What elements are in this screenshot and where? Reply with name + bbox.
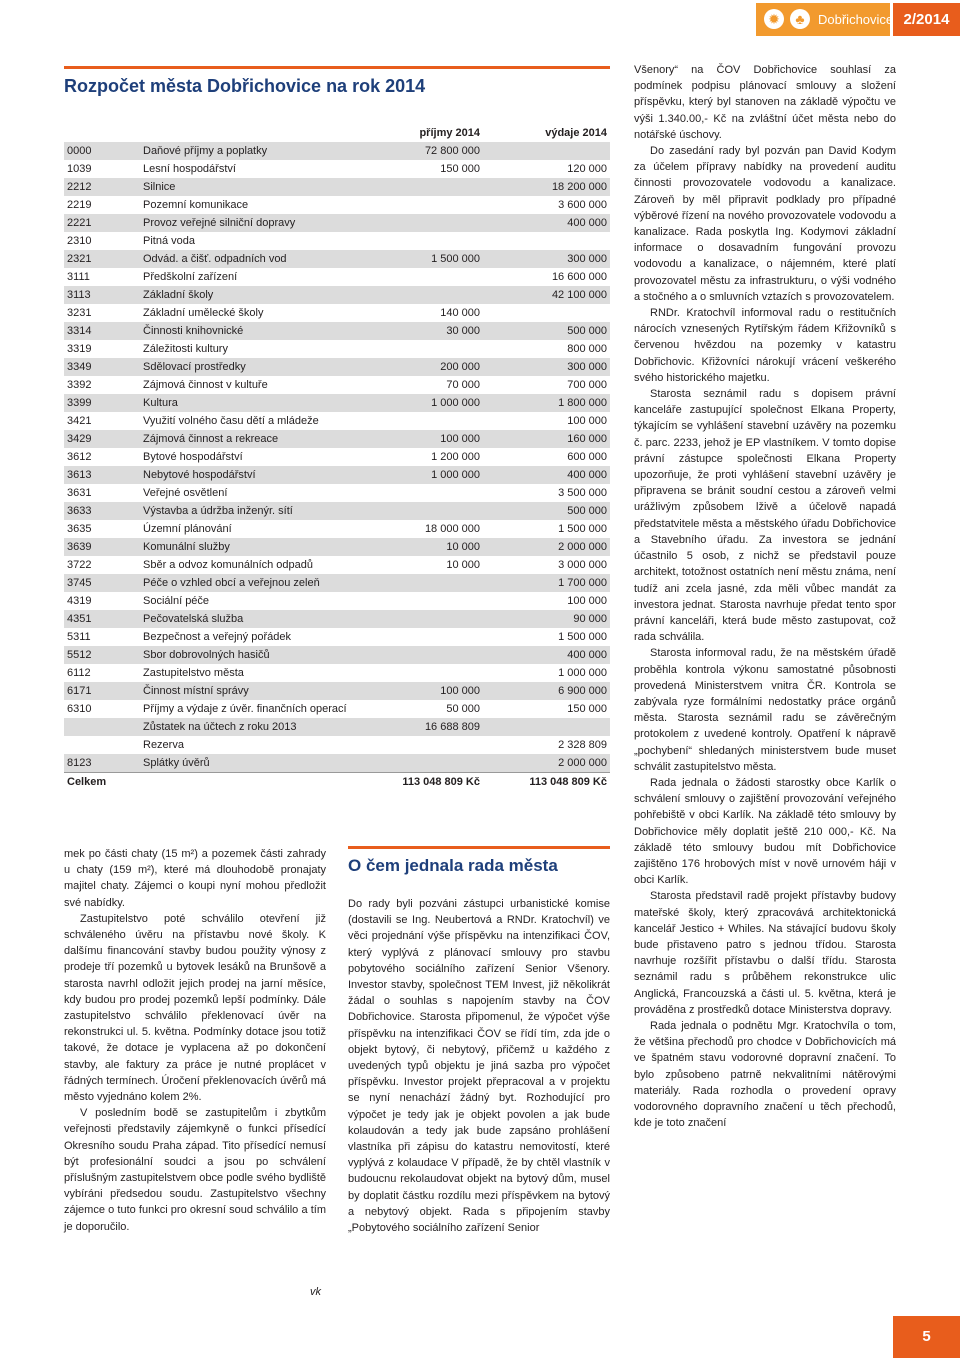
table-row (64, 538, 610, 556)
cell-name: Zastupitelstvo města (143, 667, 244, 679)
cell-name: Pozemní komunikace (143, 199, 249, 211)
table-row (64, 592, 610, 610)
table-row (64, 430, 610, 448)
cell-name: Provoz veřejné silniční dopravy (140, 214, 356, 232)
table-row (64, 646, 610, 664)
cell-income: 1 000 000 (356, 394, 483, 412)
cell-expense: 3 600 000 (558, 199, 607, 211)
cell-expense: 100 000 (567, 415, 607, 427)
cell-expense: 2 000 000 (483, 538, 610, 556)
cell-income: 70 000 (446, 379, 480, 391)
cell-name: Odvád. a čišť. odpadních vod (140, 250, 356, 268)
cell-income (356, 232, 483, 250)
table-row (64, 574, 610, 592)
table-row (64, 268, 610, 286)
table-row (64, 484, 610, 502)
author-signature: vk (310, 1286, 321, 1298)
cell-code: 3631 (67, 487, 92, 499)
issue-number: 2/2014 (893, 3, 960, 36)
cell-code: 2321 (64, 250, 140, 268)
cell-code: 3722 (67, 559, 92, 571)
right-column (634, 62, 896, 1131)
cell-expense: 42 100 000 (483, 286, 610, 304)
cell-income (356, 484, 483, 502)
cell-income: 16 688 809 (356, 718, 483, 736)
cell-name: Péče o vzhled obcí a veřejnou zeleň (140, 574, 356, 592)
cell-code: 4351 (64, 610, 140, 628)
cell-expense (483, 232, 610, 250)
cell-expense: 6 900 000 (483, 682, 610, 700)
cell-income: 140 000 (440, 307, 480, 319)
table-row (64, 412, 610, 430)
table-row (64, 286, 610, 304)
cell-income: 10 000 (356, 538, 483, 556)
cell-expense: 300 000 (483, 250, 610, 268)
page-number: 5 (893, 1316, 960, 1358)
cell-code: 3612 (67, 451, 92, 463)
cell-code: 3392 (67, 379, 92, 391)
cell-code: 3314 (64, 322, 140, 340)
cell-expense: 400 000 (483, 466, 610, 484)
cell-code: 2212 (64, 178, 140, 196)
cell-income (356, 502, 483, 520)
cell-expense: 1 500 000 (558, 631, 607, 643)
paragraph: V posledním bodě se zastupitelům i zbytkům veřejnosti představily zájemkyně o funkci přísedící Okresního soudu Praha západ. Tito přísedící nemusí být profesionální soudci a jsou po schválení příslušným zastupitelstvem obce podle svého bydliště vybíráni předsedou soudu. Zastupitelstvo všechny zájemce o tuto funkci pro okresní soud schválilo a tím je doporučilo. (64, 1107, 326, 1233)
cell-name: Rezerva (143, 739, 184, 751)
cell-expense: 1 500 000 (558, 523, 607, 535)
cell-code: 3633 (64, 502, 140, 520)
cell-income (356, 196, 483, 214)
cell-income (356, 574, 483, 592)
cell-expense: 90 000 (483, 610, 610, 628)
cell-expense: 600 000 (567, 451, 607, 463)
cell-expense: 500 000 (483, 322, 610, 340)
cell-expense: 120 000 (567, 163, 607, 175)
table-row (64, 232, 610, 250)
cell-income (356, 754, 483, 773)
table-header-row (64, 124, 610, 142)
cell-code: 3399 (64, 394, 140, 412)
cell-name: Pitná voda (143, 235, 195, 247)
cell-income (356, 646, 483, 664)
cell-code: 4319 (67, 595, 92, 607)
cell-code: 5512 (64, 646, 140, 664)
table-row (64, 196, 610, 214)
cell-expense (483, 142, 610, 160)
cell-code: 6171 (64, 682, 140, 700)
paragraph: Všenory“ na ČOV Dobřichovice souhlasí za podmínek podpisu plánovací smlouvy a složení příspěvku, který byl stanoven na základě výpočtu ve výši 1.340.00,- Kč na zvláštní účet města nebo do notářské úschovy. (634, 64, 896, 141)
table-row (64, 736, 610, 754)
section-rule (348, 846, 610, 849)
paragraph: Rada jednala o žádosti starostky obce Karlík o schválení smlouvy o zajištění provozování veřejného pohřebiště v obci Karlík. Na základě této smlouvy by Dobřichovice měly doplatit ještě 210 000,- Kč. Na základě této smlouvy budou mít Dobřichovice zajištěno 176 hrobových míst v nově urnovém háji v obci Karlík. (634, 776, 896, 887)
cell-income: 200 000 (356, 358, 483, 376)
cell-code: 3421 (67, 415, 92, 427)
cell-code: 3349 (64, 358, 140, 376)
cell-name: Splátky úvěrů (140, 754, 356, 773)
cell-expense: 400 000 (483, 646, 610, 664)
cell-name: Záležitosti kultury (143, 343, 228, 355)
cell-name: Využití volného času dětí a mládeže (143, 415, 319, 427)
cell-name: Nebytové hospodářství (140, 466, 356, 484)
cell-income (356, 286, 483, 304)
cell-code: 3111 (67, 271, 90, 283)
total-expense: 113 048 809 Kč (483, 773, 610, 792)
table-row (64, 214, 610, 232)
paragraph: mek po části chaty (15 m²) a pozemek části zahrady u chaty (159 m²), které má dlouhodobě pronajaty majitel chaty. Zájemci o koupi nyní mohou předložit své nabídky. (64, 848, 326, 909)
table-row (64, 502, 610, 520)
cell-name: Veřejné osvětlení (143, 487, 228, 499)
cell-expense: 500 000 (483, 502, 610, 520)
cell-expense: 3 000 000 (558, 559, 607, 571)
budget-table (64, 124, 610, 791)
cell-code: 3745 (64, 574, 140, 592)
article-title: Rozpočet města Dobřichovice na rok 2014 (64, 76, 426, 96)
sun-icon: ✹ (764, 9, 784, 29)
table-row (64, 556, 610, 574)
table-row (64, 754, 610, 773)
table-row (64, 322, 610, 340)
cell-name: Sbor dobrovolných hasičů (140, 646, 356, 664)
table-row (64, 394, 610, 412)
cell-code: 3231 (67, 307, 92, 319)
cell-code: 8123 (64, 754, 140, 773)
cell-income: 100 000 (356, 430, 483, 448)
middle-column (348, 896, 610, 1236)
cell-income (356, 268, 483, 286)
cell-expense: 1 000 000 (558, 667, 607, 679)
cell-expense (483, 304, 610, 322)
cell-name: Základní umělecké školy (143, 307, 264, 319)
cell-expense: 700 000 (567, 379, 607, 391)
cell-code (64, 718, 140, 736)
cell-expense: 2 328 809 (558, 739, 607, 751)
paragraph: Rada jednala o podnětu Mgr. Kratochvíla o tom, že většina přechodů pro chodce v Dobřichovicích má ve špatném stavu vodorovné dopravní značení. To bylo způsobeno patrně nekvalitními nátěrovými materiály. Rada rozhodla o provedení opravy vodorovného dopravního značení u těch přechodů, kde je toto značení (634, 1019, 896, 1130)
cell-code: 6310 (67, 703, 92, 715)
expense-header: výdaje 2014 (545, 127, 607, 139)
cell-code: 2310 (67, 235, 92, 247)
cell-expense: 150 000 (567, 703, 607, 715)
cell-name: Výstavba a údržba inženýr. sítí (140, 502, 356, 520)
tree-icon: ♣ (790, 9, 810, 29)
cell-name: Činnosti knihovnické (140, 322, 356, 340)
cell-name: Zájmová činnost v kultuře (143, 379, 268, 391)
cell-income: 1 000 000 (356, 466, 483, 484)
cell-code (64, 736, 140, 754)
table-row (64, 376, 610, 394)
cell-income: 50 000 (446, 703, 480, 715)
cell-income: 1 200 000 (431, 451, 480, 463)
table-row (64, 700, 610, 718)
cell-code: 3429 (64, 430, 140, 448)
cell-name: Daňové příjmy a poplatky (140, 142, 356, 160)
cell-income (356, 340, 483, 358)
cell-name: Zůstatek na účtech z roku 2013 (140, 718, 356, 736)
cell-income: 10 000 (446, 559, 480, 571)
cell-expense: 800 000 (567, 343, 607, 355)
cell-name: Komunální služby (140, 538, 356, 556)
table-row (64, 358, 610, 376)
cell-expense: 2 000 000 (483, 754, 610, 773)
cell-name: Sociální péče (143, 595, 210, 607)
brand-box (756, 3, 894, 36)
cell-name: Činnost místní správy (140, 682, 356, 700)
title-rule (64, 66, 610, 69)
cell-income (356, 178, 483, 196)
cell-expense: 16 600 000 (551, 271, 607, 283)
cell-expense: 160 000 (483, 430, 610, 448)
cell-name: Příjmy a výdaje z úvěr. finančních operací (143, 703, 347, 715)
table-row (64, 142, 610, 160)
cell-code: 2219 (67, 199, 92, 211)
cell-expense: 300 000 (483, 358, 610, 376)
income-header: příjmy 2014 (419, 127, 480, 139)
table-row (64, 340, 610, 358)
cell-income: 72 800 000 (356, 142, 483, 160)
paragraph: Do rady byli pozváni zástupci urbanistické komise (dostavili se Ing. Neubertová a RNDr. Kratochvíl) ve věci projednání výše příspěvku na intenzifikaci ČOV, který vyplývá z plánovací smlouvy pro stavbu pobytového sociálního zařízení Senior Všenory. Investor stavby, společnost TEM Invest, již několikrát žádal o souhlas s napojením stavby na ČOV Dobřichovice. Starosta připomenul, že výpočet výše příspěvku na intenzifikaci ČOV se řídí tím, zda jde o objekt bytový, či nebytový, přičemž u každého z uvedených typů objektu je jiná sazba pro výpočet příspěvku. Investor projekt přepracoval a v projektu se nyní nenachází žádný byt. Rozhodující pro výpočet je tedy jak je objekt povolen a jak bude kolaudován a tedy jak bude zapsáno prohlášení vlastníka při zápisu do katastru nemovitostí, které vyplývá z kolaudace V případě, že by chtěl vlastník v budoucnu rekolaudovat objekt na bytový dům, musel by doplatit částku rozdílu mezi příspěvkem na bytový a nebytový objekt. Rada s připojením stavby „Pobytového sociálního zařízení Senior (348, 898, 610, 1235)
paragraph: Do zasedání rady byl pozván pan David Kodym za účelem přípravy nabídky na provedení auditu činnosti provozovatele vodovodu a kanalizace. Zároveň by měl připravit podklady pro případné výběrové řízení na nového provozovatele vodovodu a kanalizace. Rada poskytla Ing. Kodymovi základní informace o dosavadním fungování provozu vodovodu a kanalizace, o nájemném, které platí provozovatel městu za infrastrukturu, o výši vodného a stočného a o smluvních vztazích s provozovatelem. (634, 145, 896, 303)
table-row (64, 448, 610, 466)
table-row (64, 664, 610, 682)
table-row (64, 682, 610, 700)
cell-code: 6112 (67, 667, 91, 679)
total-income: 113 048 809 Kč (356, 773, 483, 792)
cell-code: 5311 (67, 631, 91, 643)
cell-expense: 18 200 000 (483, 178, 610, 196)
section-title: O čem jednala rada města (348, 856, 558, 875)
cell-income: 150 000 (440, 163, 480, 175)
table-row (64, 466, 610, 484)
table-row (64, 520, 610, 538)
cell-expense: 400 000 (483, 214, 610, 232)
paragraph: Starosta představil radě projekt přístavby budovy mateřské školy, který zpracovává architektonická kancelář Jestico + Whiles. Na stávající budovu školy bude přistaveno patro s jednou třídou. Starosta navrhuje rozšířit přístavbu o další třídu. Starosta seznámil radu s průběhem rekonstrukce ulic Anglická, Francouzská a části ul. 5. května, která je prováděna z prostředků dotace Ministerstva dopravy. (634, 890, 896, 1016)
cell-name: Bezpečnost a veřejný pořádek (143, 631, 291, 643)
budget-rows (64, 142, 610, 773)
cell-income: 30 000 (356, 322, 483, 340)
cell-income (356, 592, 483, 610)
cell-expense: 1 700 000 (483, 574, 610, 592)
cell-name: Kultura (140, 394, 356, 412)
cell-income: 18 000 000 (424, 523, 480, 535)
paragraph: RNDr. Kratochvíl informoval radu o restitučních nárocích vznesených Rytířským řádem Křižovníků s červenou hvězdou na pozemky v katastru Dobřichovic. Křižovníci nárokují vrácení veškerého svého historického majetku. (634, 307, 896, 384)
cell-code: 3319 (67, 343, 92, 355)
cell-income (356, 610, 483, 628)
cell-income (356, 214, 483, 232)
cell-code: 2221 (64, 214, 140, 232)
cell-expense (483, 718, 610, 736)
cell-name: Sdělovací prostředky (140, 358, 356, 376)
table-row (64, 718, 610, 736)
total-row (64, 773, 610, 792)
total-label: Celkem (64, 773, 140, 792)
cell-name: Lesní hospodářství (143, 163, 236, 175)
cell-expense: 3 500 000 (558, 487, 607, 499)
page-header (0, 0, 960, 38)
cell-income (356, 664, 483, 682)
cell-expense: 100 000 (567, 595, 607, 607)
cell-income: 1 500 000 (356, 250, 483, 268)
cell-income (356, 628, 483, 646)
cell-expense: 1 800 000 (483, 394, 610, 412)
cell-name: Sběr a odvoz komunálních odpadů (143, 559, 314, 571)
table-row (64, 304, 610, 322)
table-row (64, 628, 610, 646)
cell-name: Zájmová činnost a rekreace (140, 430, 356, 448)
table-row (64, 160, 610, 178)
cell-name: Základní školy (140, 286, 356, 304)
table-row (64, 610, 610, 628)
paragraph: Starosta informoval radu, že na městském úřadě proběhla kontrola výkonu samostatné působnosti provedená Ministerstvem vnitra ČR. Kontrola se zabývala ryze formálními nedostatky práce orgánů města. Starosta seznámil radu se závěrečným protokolem z uvedené kontroly. Opatření k nápravě „pochybení“ shledaných ministerstvem bude muset schválit zastupitelstvo města. (634, 647, 896, 773)
cell-name: Silnice (140, 178, 356, 196)
cell-code: 3113 (64, 286, 140, 304)
cell-code: 1039 (67, 163, 92, 175)
cell-name: Bytové hospodářství (143, 451, 243, 463)
cell-name: Územní plánování (143, 523, 232, 535)
cell-income: 100 000 (356, 682, 483, 700)
paragraph: Starosta seznámil radu s dopisem právní kanceláře zastupující společnost Elkana Property, týkajícím se vyhlášení stavební uzávěry na pozemku č. parc. 2233, jehož je EP vlastníkem. V tomto dopise právní zástupce společnosti Elkana Property upozorňuje, že proti vyhlášení stavební uzávěry je připravena se bránit soudní cestou a zároveň velmi urážlivým způsobem lživě a účelově napadá předstatvitele města a městského úřadu Dobřichovice a Stavebního úřadu. Za investora se jednání účastnilo 5 osob, z nichž se představil pouze architekt, totožnost ostatních není městu známa, není tudíž ani zcela jasné, zda měli vůbec mandát za investora jednat. Starosta navrhuje předat tento spor právní kanceláři, která bude město zastupovat, což rada schválila. (634, 388, 896, 644)
brand-name: Dobřichovice (818, 12, 894, 27)
paragraph: Zastupitelstvo poté schválilo otevření již schváleného úvěru na přístavbu nové školy. K dalšímu financování stavby budou použity výnosy z prodeje tří pozemků u bytovek lesáků na Brunšově a starosta navrhl odložit jejich prodej na jarní měsíce, kdy budou pro prodej pozemků lepší podmínky. Dále zastupitelstvo schválilo překlenovací úvěr na rekonstrukci ul. 5. května. Podmínky dotace jsou totiž takové, že dotace je vyplacena až po dokončení stavby, ale faktury za práce je nutné proplácet v řádných termínech. Úročení překlenovacích úvěrů má město vyjednáno kolem 2%. (64, 912, 326, 1104)
cell-income (356, 736, 483, 754)
cell-name: Předškolní zařízení (143, 271, 238, 283)
cell-code: 3635 (67, 523, 92, 535)
cell-code: 3639 (64, 538, 140, 556)
table-row (64, 250, 610, 268)
cell-name: Pečovatelská služba (140, 610, 356, 628)
cell-code: 0000 (64, 142, 140, 160)
cell-income (356, 412, 483, 430)
left-column (64, 846, 326, 1235)
table-row (64, 178, 610, 196)
cell-code: 3613 (64, 466, 140, 484)
